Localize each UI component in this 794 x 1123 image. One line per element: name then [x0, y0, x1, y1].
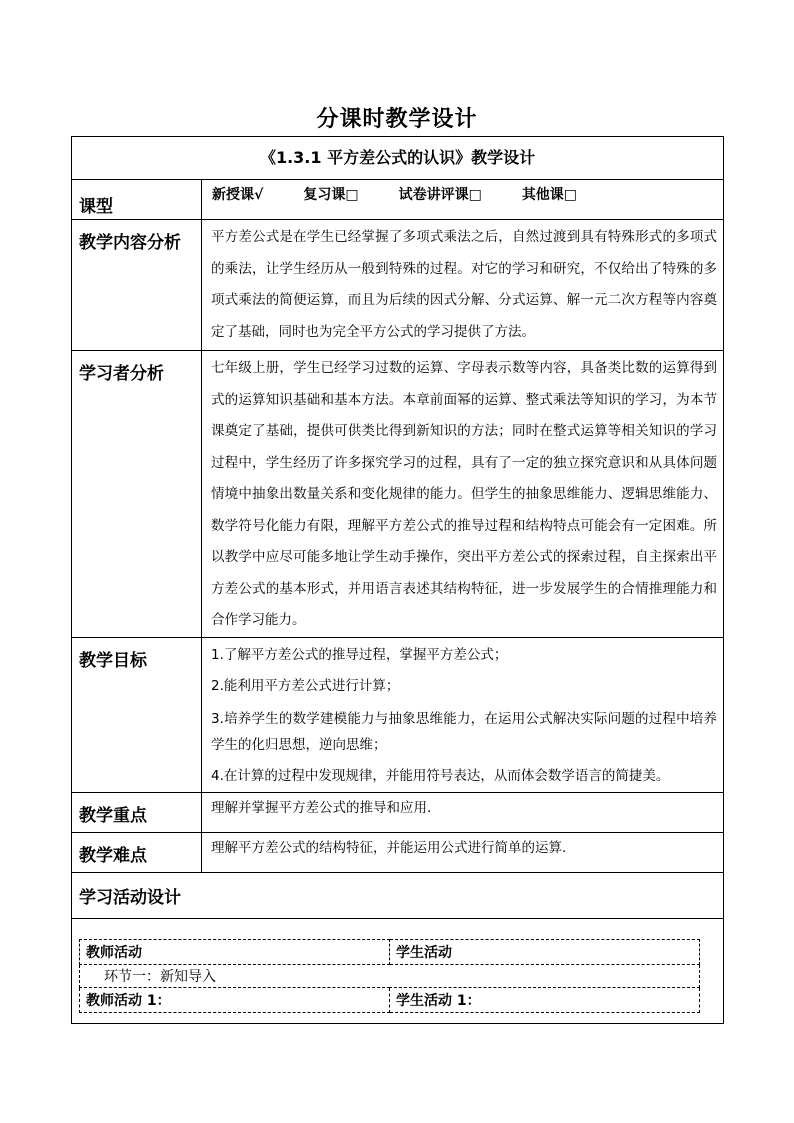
learner-analysis-row: [72, 351, 724, 638]
goals-list: [202, 637, 724, 793]
learner-analysis-text: 七年级上册，学生已经学习过数的运算、字母表示数等内容，具备类比数的运算得到式的运算知识基础和基本方法。本章前面幂的运算、整式乘法等知识的学习，为本节课奠定了基础，提供可供类比得到新知识的方法；同时在整式运算等相关知识的学习过程中，学生经历了许多探究学习的过程，具有了一定的独立探究意识和从具体问题情境中抽象出数量关系和变化规律的能力。但学生的抽象思维能力、逻辑思维能力、数学符号化能力有限，理解平方差公式的推导过程和结构特点可能会有一定困难。所以教学中应尽可能多地让学生动手操作，突出平方差公式的探索过程，自主探索出平方差公式的基本形式，并用语言表述其结构特征，进一步发展学生的合情推理能力和合作学习能力。: [202, 351, 724, 638]
table-title-row: [72, 137, 724, 180]
class-type-option: 新授课√: [212, 187, 264, 203]
key-points-text: 理解并掌握平方差公式的推导和应用.: [202, 793, 724, 833]
lesson-design-table: [71, 136, 724, 1024]
page-title: 分课时教学设计: [316, 107, 478, 132]
content-analysis-row: [72, 220, 724, 351]
goals-row: [72, 637, 724, 793]
content-analysis-text: 平方差公式是在学生已经掌握了多项式乘法之后，自然过渡到具有特殊形式的多项式的乘法，让学生经历从一般到特殊的过程。对它的学习和研究，不仅给出了特殊的多项式乘法的简便运算，而且为后续的因式分解、分式运算、解一元二次方程等内容奠定了基础，同时也为完全平方公式的学习提供了方法。: [202, 220, 724, 351]
goals-label: 教学目标: [72, 637, 202, 793]
key-points-label: 教学重点: [72, 793, 202, 833]
table-row: [80, 988, 700, 1013]
class-type-row: [72, 180, 724, 220]
activity-title-row: [72, 873, 724, 919]
class-type-label: 课型: [72, 180, 202, 220]
class-type-option: 复习课□: [303, 187, 359, 203]
key-points-row: [72, 793, 724, 833]
goal-item: 2.能利用平方差公式进行计算；: [211, 678, 400, 694]
difficulties-row: [72, 833, 724, 873]
student-activity-header: 学生活动: [390, 940, 700, 965]
class-type-options: [202, 180, 724, 220]
learner-analysis-label: 学习者分析: [72, 351, 202, 638]
activity-table: [79, 939, 700, 1013]
student-activity-1: 学生活动 1：: [390, 988, 700, 1013]
class-type-option: 试卷讲评课□: [398, 187, 482, 203]
table-title: 《1.3.1 平方差公式的认识》教学设计: [72, 137, 724, 180]
difficulties-label: 教学难点: [72, 833, 202, 873]
goal-item: 4.在计算的过程中发现规律，并能用符号表达，从而体会数学语言的简捷美。: [211, 767, 670, 784]
activity-design-title: 学习活动设计: [72, 873, 724, 919]
difficulties-text: 理解平方差公式的结构特征，并能运用公式进行简单的运算.: [202, 833, 724, 873]
content-analysis-label: 教学内容分析: [72, 220, 202, 351]
activity-table-row: [72, 919, 724, 1024]
segment-label: 环节一：新知导入: [80, 965, 700, 988]
goal-item: 3.培养学生的数学建模能力与抽象思维能力，在运用公式解决实际问题的过程中培养学生的化归思想，逆向思维；: [211, 710, 718, 753]
table-row: [80, 940, 700, 965]
activity-table-cell: [72, 919, 724, 1024]
table-row: [80, 965, 700, 988]
teacher-activity-header: 教师活动: [80, 940, 390, 965]
class-type-option: 其他课□: [521, 187, 578, 203]
teacher-activity-1: 教师活动 1：: [80, 988, 390, 1013]
goal-item: 1.了解平方差公式的推导过程，掌握平方差公式；: [211, 646, 508, 663]
